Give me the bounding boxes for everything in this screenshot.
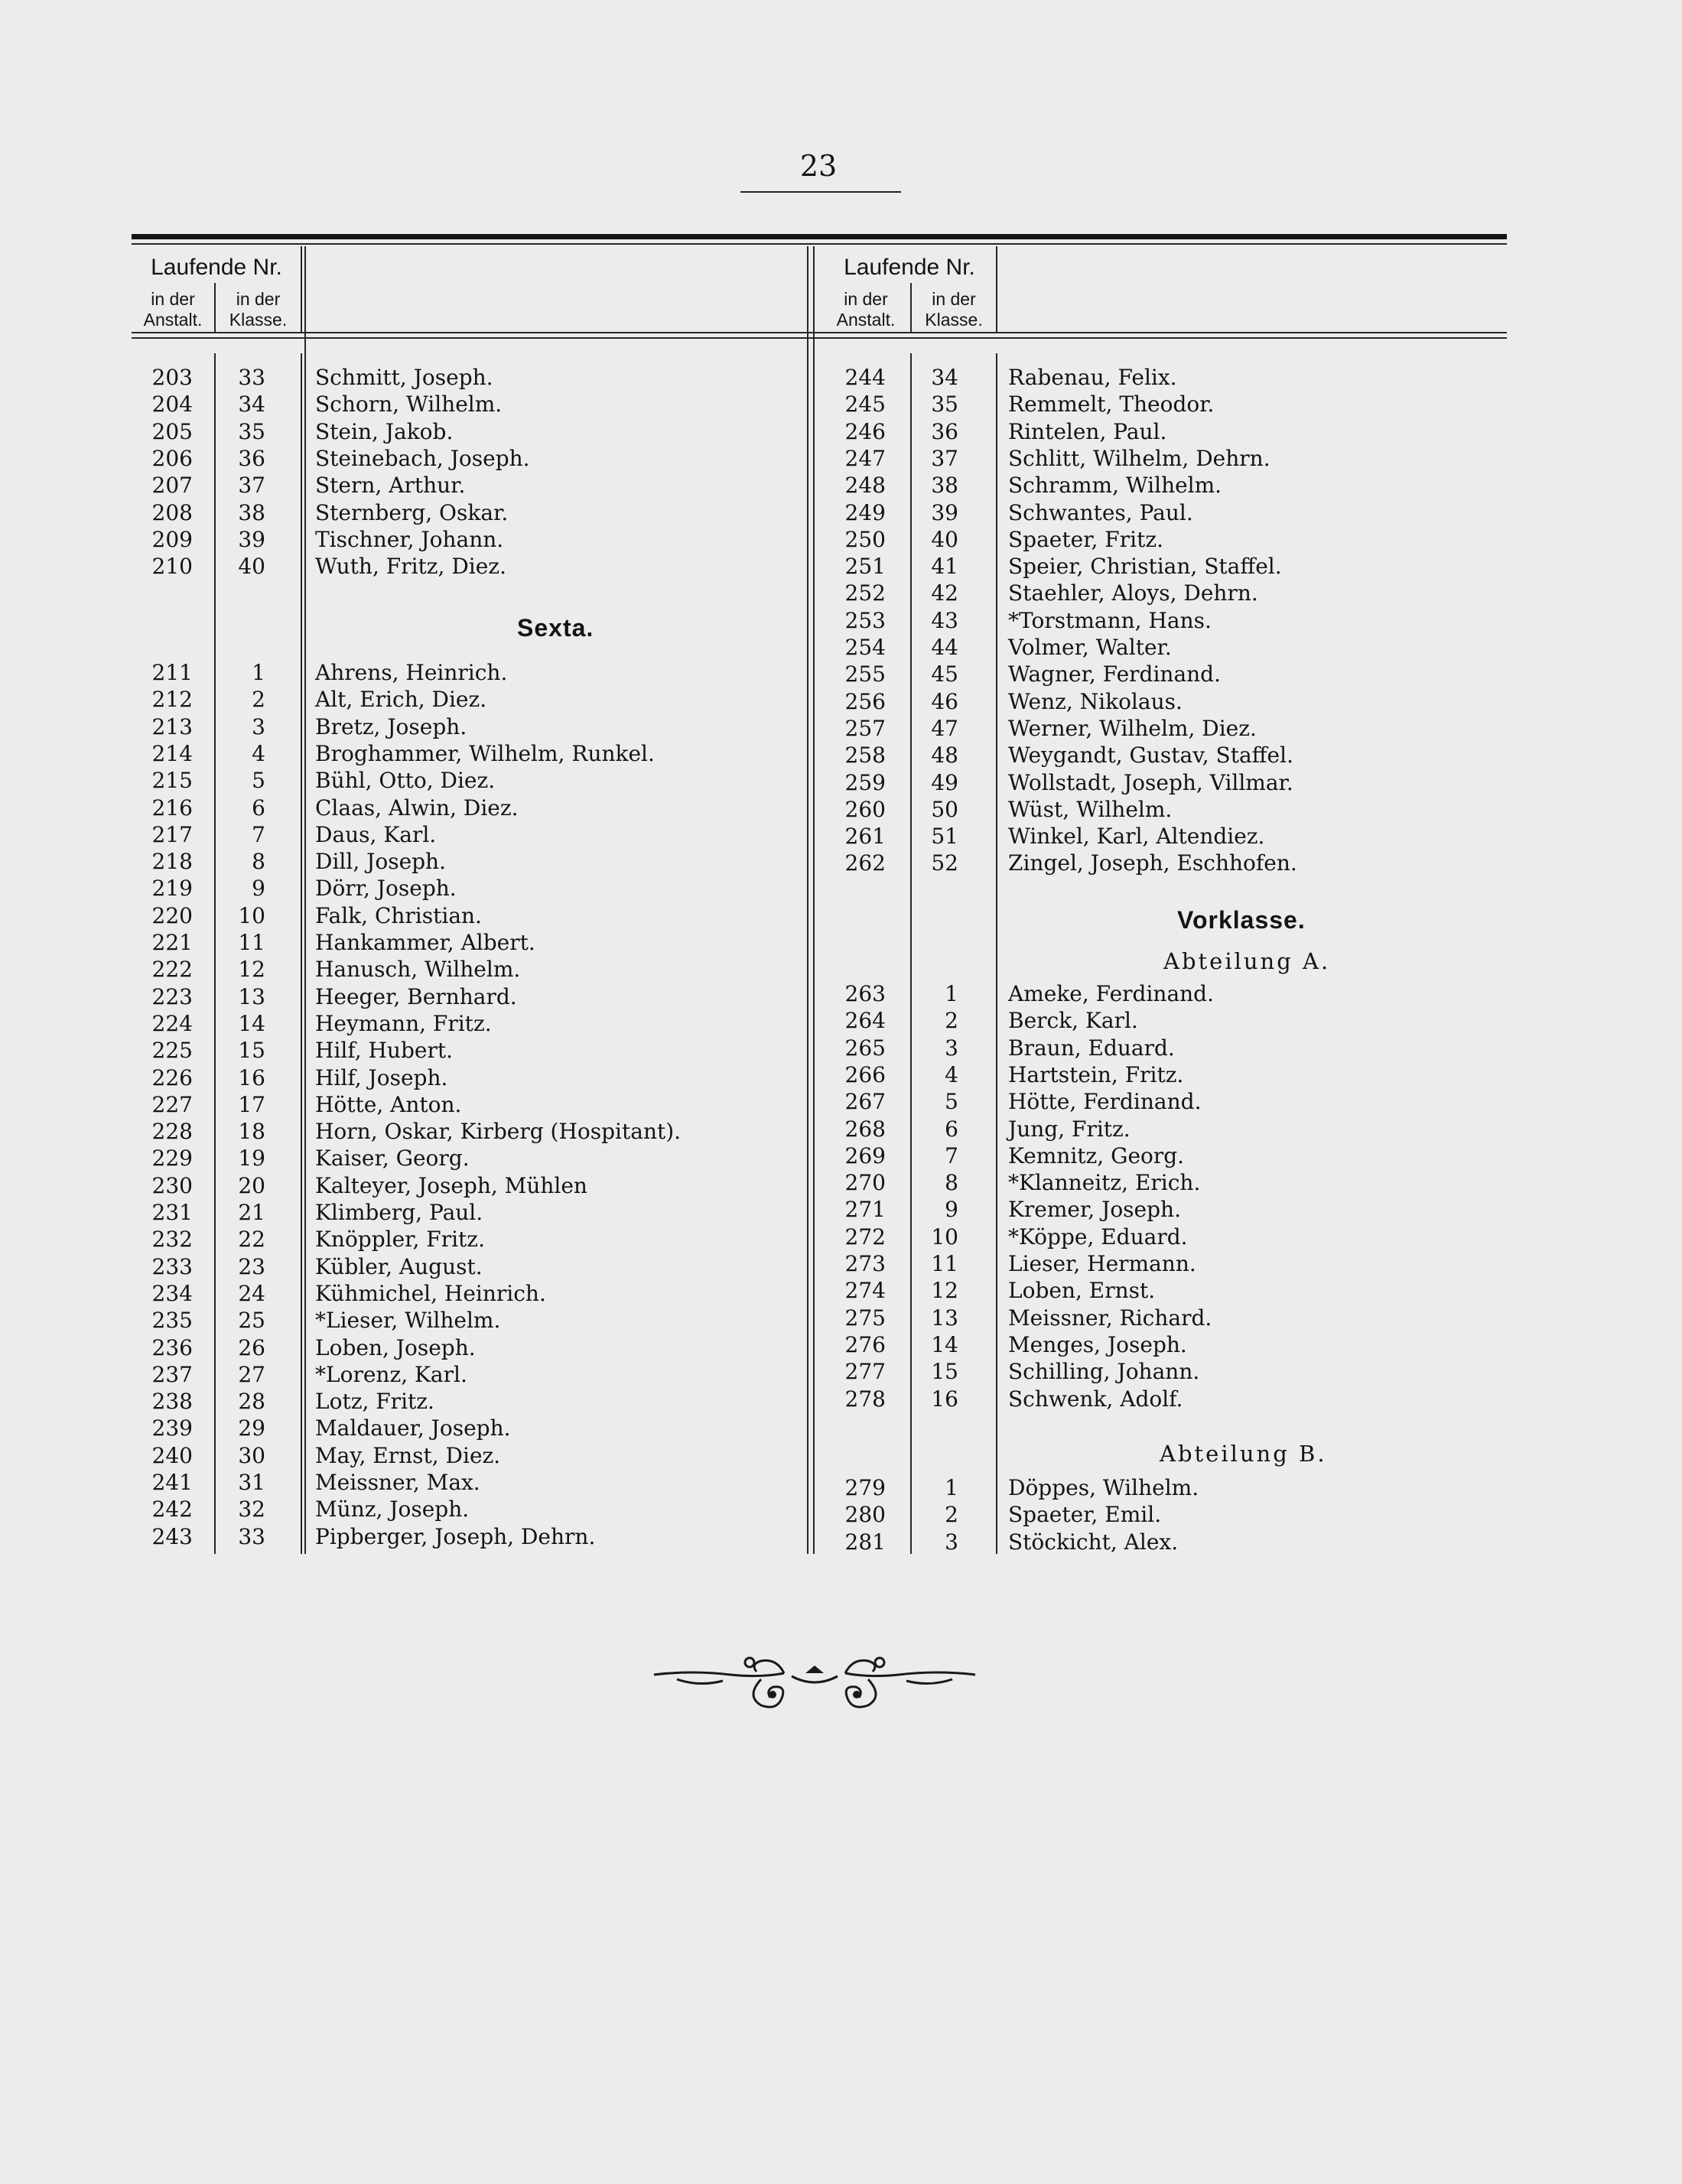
anstalt-number: 222 <box>151 957 193 983</box>
student-name: Hilf, Hubert. <box>315 1038 453 1064</box>
klasse-number: 12 <box>931 1278 958 1304</box>
student-name: *Torstmann, Hans. <box>1008 607 1212 633</box>
anstalt-number: 241 <box>151 1470 193 1495</box>
anstalt-number: 279 <box>844 1475 886 1500</box>
klasse-number: 46 <box>931 688 958 714</box>
klasse-number: 41 <box>931 554 958 580</box>
klasse-number: 13 <box>931 1305 958 1331</box>
anstalt-number: 268 <box>844 1116 886 1142</box>
anstalt-number: 230 <box>151 1172 193 1198</box>
student-name: Dill, Joseph. <box>315 849 446 875</box>
klasse-number: 6 <box>252 795 265 821</box>
anstalt-number: 281 <box>844 1529 886 1555</box>
anstalt-number: 210 <box>151 554 193 580</box>
klasse-number: 11 <box>238 930 265 955</box>
anstalt-number: 253 <box>844 607 886 633</box>
anstalt-number: 217 <box>151 821 193 847</box>
klasse-number: 22 <box>238 1227 265 1253</box>
anstalt-number: 272 <box>844 1224 886 1250</box>
student-name: Schorn, Wilhelm. <box>315 392 503 418</box>
anstalt-number: 277 <box>844 1359 886 1385</box>
klasse-number: 36 <box>931 418 958 444</box>
student-name: Braun, Eduard. <box>1008 1035 1175 1061</box>
klasse-number: 10 <box>238 902 265 928</box>
anstalt-number: 208 <box>151 499 193 525</box>
klasse-number: 2 <box>945 1502 958 1528</box>
student-name: Hartstein, Fritz. <box>1008 1061 1184 1087</box>
anstalt-number: 257 <box>844 715 886 741</box>
klasse-number: 8 <box>252 849 265 875</box>
anstalt-number: 240 <box>151 1442 193 1468</box>
klasse-number: 16 <box>238 1064 265 1090</box>
anstalt-number: 280 <box>844 1502 886 1528</box>
anstalt-number: 266 <box>844 1061 886 1087</box>
klasse-number: 37 <box>931 445 958 471</box>
anstalt-number: 204 <box>151 392 193 418</box>
student-name: Wollstadt, Joseph, Villmar. <box>1008 769 1293 795</box>
anstalt-number: 228 <box>151 1119 193 1145</box>
student-name: Zingel, Joseph, Eschhofen. <box>1008 850 1297 876</box>
student-name: Volmer, Walter. <box>1008 635 1172 660</box>
student-name: *Köppe, Eduard. <box>1008 1224 1188 1250</box>
klasse-number: 30 <box>238 1442 265 1468</box>
anstalt-number: 276 <box>844 1331 886 1357</box>
anstalt-number: 223 <box>151 983 193 1009</box>
anstalt-number: 248 <box>844 473 886 499</box>
anstalt-number: 216 <box>151 795 193 821</box>
anstalt-number: 274 <box>844 1278 886 1304</box>
anstalt-number: 218 <box>151 849 193 875</box>
student-name: Winkel, Karl, Altendiez. <box>1008 824 1265 850</box>
klasse-number: 39 <box>931 499 958 525</box>
anstalt-number: 251 <box>844 554 886 580</box>
student-name: Remmelt, Theodor. <box>1008 392 1215 418</box>
student-name: Hötte, Anton. <box>315 1091 462 1117</box>
anstalt-number: 263 <box>844 981 886 1006</box>
student-name: Werner, Wilhelm, Diez. <box>1008 715 1257 741</box>
anstalt-number: 278 <box>844 1386 886 1412</box>
subsection-abteilung-a: Abteilung A. <box>1163 948 1331 974</box>
anstalt-number: 227 <box>151 1091 193 1117</box>
header-rule-1 <box>132 332 1507 333</box>
anstalt-number: 259 <box>844 769 886 795</box>
student-name: Schwantes, Paul. <box>1008 499 1193 525</box>
student-name: Lieser, Hermann. <box>1008 1251 1196 1276</box>
student-name: Münz, Joseph. <box>315 1497 470 1523</box>
header-klasse-line2: Klasse. <box>229 310 288 330</box>
klasse-number: 14 <box>931 1331 958 1357</box>
student-name: Hanusch, Wilhelm. <box>315 957 521 983</box>
klasse-number: 35 <box>238 418 265 444</box>
anstalt-number: 234 <box>151 1280 193 1306</box>
student-name: Horn, Oskar, Kirberg (Hospitant). <box>315 1119 682 1145</box>
anstalt-number: 207 <box>151 473 193 499</box>
anstalt-number: 214 <box>151 740 193 766</box>
anstalt-number: 239 <box>151 1415 193 1441</box>
anstalt-number: 213 <box>151 713 193 739</box>
klasse-number: 1 <box>945 981 958 1006</box>
klasse-number: 52 <box>931 850 958 876</box>
klasse-number: 17 <box>238 1091 265 1117</box>
klasse-number: 5 <box>945 1089 958 1115</box>
klasse-number: 29 <box>238 1415 265 1441</box>
student-name: Schlitt, Wilhelm, Dehrn. <box>1008 445 1270 471</box>
anstalt-number: 220 <box>151 902 193 928</box>
anstalt-number: 225 <box>151 1038 193 1064</box>
klasse-number: 40 <box>238 554 265 580</box>
student-name: *Lieser, Wilhelm. <box>315 1308 501 1334</box>
anstalt-number: 273 <box>844 1251 886 1276</box>
student-name: Rabenau, Felix. <box>1008 365 1177 390</box>
anstalt-number: 258 <box>844 743 886 769</box>
student-name: Ameke, Ferdinand. <box>1008 981 1214 1006</box>
klasse-number: 3 <box>945 1035 958 1061</box>
center-divider-2 <box>813 246 815 1554</box>
klasse-number: 38 <box>931 473 958 499</box>
klasse-number: 43 <box>931 607 958 633</box>
student-name: Dörr, Joseph. <box>315 876 457 902</box>
anstalt-number: 221 <box>151 930 193 955</box>
student-name: Knöppler, Fritz. <box>315 1227 485 1253</box>
header-rule-2 <box>132 337 1507 339</box>
student-name: Meissner, Max. <box>315 1470 480 1495</box>
klasse-number: 6 <box>945 1116 958 1142</box>
table-top-rule <box>132 234 1507 239</box>
anstalt-number: 256 <box>844 688 886 714</box>
klasse-number: 23 <box>238 1253 265 1279</box>
klasse-number: 25 <box>238 1308 265 1334</box>
klasse-number: 3 <box>252 713 265 739</box>
klasse-number: 31 <box>238 1470 265 1495</box>
anstalt-number: 209 <box>151 526 193 552</box>
student-name: Menges, Joseph. <box>1008 1331 1187 1357</box>
anstalt-number: 252 <box>844 580 886 606</box>
klasse-number: 35 <box>931 392 958 418</box>
anstalt-number: 269 <box>844 1142 886 1168</box>
student-name: Alt, Erich, Diez. <box>315 687 487 713</box>
klasse-number: 33 <box>238 1523 265 1549</box>
header-anstalt-line1: in der <box>844 289 888 309</box>
anstalt-number: 260 <box>844 796 886 822</box>
student-name: Staehler, Aloys, Dehrn. <box>1008 580 1258 606</box>
student-name: *Klanneitz, Erich. <box>1008 1170 1201 1196</box>
left-header-klasse <box>216 289 301 330</box>
anstalt-number: 255 <box>844 661 886 687</box>
klasse-number: 4 <box>945 1061 958 1087</box>
klasse-number: 51 <box>931 824 958 850</box>
klasse-number: 48 <box>931 743 958 769</box>
student-name: Broghammer, Wilhelm, Runkel. <box>315 740 655 766</box>
klasse-number: 12 <box>238 957 265 983</box>
anstalt-number: 212 <box>151 687 193 713</box>
anstalt-number: 219 <box>151 876 193 902</box>
student-name: Kalteyer, Joseph, Mühlen <box>315 1172 587 1198</box>
student-name: Maldauer, Joseph. <box>315 1415 511 1441</box>
right-header-klasse <box>912 289 996 330</box>
student-name: Sternberg, Oskar. <box>315 499 509 525</box>
student-name: *Lorenz, Karl. <box>315 1361 467 1387</box>
student-name: Kübler, August. <box>315 1253 483 1279</box>
student-name: Berck, Karl. <box>1008 1008 1138 1034</box>
klasse-number: 20 <box>238 1172 265 1198</box>
anstalt-number: 233 <box>151 1253 193 1279</box>
klasse-number: 9 <box>252 876 265 902</box>
anstalt-number: 229 <box>151 1146 193 1172</box>
klasse-number: 3 <box>945 1529 958 1555</box>
klasse-number: 47 <box>931 715 958 741</box>
student-name: Loben, Joseph. <box>315 1334 476 1360</box>
student-name: Weygandt, Gustav, Staffel. <box>1008 743 1293 769</box>
klasse-number: 36 <box>238 445 265 471</box>
anstalt-number: 203 <box>151 365 193 390</box>
student-name: Speier, Christian, Staffel. <box>1008 554 1282 580</box>
anstalt-number: 250 <box>844 526 886 552</box>
klasse-number: 2 <box>252 687 265 713</box>
student-name: Lotz, Fritz. <box>315 1389 434 1415</box>
anstalt-number: 270 <box>844 1170 886 1196</box>
klasse-number: 1 <box>945 1475 958 1500</box>
klasse-number: 50 <box>931 796 958 822</box>
anstalt-number: 211 <box>151 660 193 685</box>
klasse-number: 4 <box>252 740 265 766</box>
klasse-number: 38 <box>238 499 265 525</box>
student-name: Pipberger, Joseph, Dehrn. <box>315 1523 596 1549</box>
klasse-number: 44 <box>931 635 958 660</box>
student-name: Loben, Ernst. <box>1008 1278 1156 1304</box>
klasse-number: 2 <box>945 1008 958 1034</box>
subsection-abteilung-b: Abteilung B. <box>1160 1441 1327 1467</box>
anstalt-number: 243 <box>151 1523 193 1549</box>
student-name: Kemnitz, Georg. <box>1008 1142 1185 1168</box>
klasse-number: 45 <box>931 661 958 687</box>
table-top-rule-thin <box>132 243 1507 245</box>
klasse-number: 27 <box>238 1361 265 1387</box>
ornament-flourish <box>646 1643 983 1711</box>
klasse-number: 8 <box>945 1170 958 1196</box>
anstalt-number: 244 <box>844 365 886 390</box>
anstalt-number: 205 <box>151 418 193 444</box>
klasse-number: 10 <box>931 1224 958 1250</box>
student-name: Ahrens, Heinrich. <box>315 660 508 685</box>
klasse-number: 39 <box>238 526 265 552</box>
anstalt-number: 236 <box>151 1334 193 1360</box>
student-name: Kremer, Joseph. <box>1008 1197 1181 1223</box>
student-name: Falk, Christian. <box>315 902 482 928</box>
klasse-number: 14 <box>238 1010 265 1036</box>
student-name: Hilf, Joseph. <box>315 1064 448 1090</box>
klasse-number: 32 <box>238 1497 265 1523</box>
klasse-number: 18 <box>238 1119 265 1145</box>
student-name: Klimberg, Paul. <box>315 1200 483 1225</box>
student-name: May, Ernst, Diez. <box>315 1442 501 1468</box>
klasse-number: 42 <box>931 580 958 606</box>
student-name: Wüst, Wilhelm. <box>1008 796 1173 822</box>
klasse-number: 1 <box>252 660 265 685</box>
klasse-number: 28 <box>238 1389 265 1415</box>
anstalt-number: 231 <box>151 1200 193 1225</box>
klasse-number: 7 <box>945 1142 958 1168</box>
header-anstalt-line1: in der <box>151 289 195 309</box>
anstalt-number: 254 <box>844 635 886 660</box>
anstalt-number: 249 <box>844 499 886 525</box>
section-vorklasse: Vorklasse. <box>1177 906 1306 934</box>
student-name: Döppes, Wilhelm. <box>1008 1475 1199 1500</box>
header-klasse-line1: in der <box>236 289 281 309</box>
left-header-anstalt <box>132 289 214 330</box>
klasse-number: 11 <box>931 1251 958 1276</box>
student-name: Heymann, Fritz. <box>315 1010 492 1036</box>
student-name: Spaeter, Fritz. <box>1008 526 1163 552</box>
klasse-number: 24 <box>238 1280 265 1306</box>
anstalt-number: 235 <box>151 1308 193 1334</box>
left-divider-klasse-2 <box>304 246 306 1554</box>
student-name: Heeger, Bernhard. <box>315 983 517 1009</box>
student-name: Schmitt, Joseph. <box>315 365 493 390</box>
student-name: Schramm, Wilhelm. <box>1008 473 1222 499</box>
klasse-number: 19 <box>238 1146 265 1172</box>
student-name: Wagner, Ferdinand. <box>1008 661 1221 687</box>
anstalt-number: 238 <box>151 1389 193 1415</box>
klasse-number: 34 <box>931 365 958 390</box>
student-name: Stöckicht, Alex. <box>1008 1529 1179 1555</box>
student-name: Kühmichel, Heinrich. <box>315 1280 546 1306</box>
klasse-number: 40 <box>931 526 958 552</box>
anstalt-number: 246 <box>844 418 886 444</box>
student-name: Hötte, Ferdinand. <box>1008 1089 1202 1115</box>
student-name: Kaiser, Georg. <box>315 1146 470 1172</box>
klasse-number: 15 <box>931 1359 958 1385</box>
student-name: Jung, Fritz. <box>1008 1116 1131 1142</box>
right-header-anstalt <box>823 289 909 330</box>
anstalt-number: 237 <box>151 1361 193 1387</box>
header-klasse-line1: in der <box>932 289 976 309</box>
student-name: Wuth, Fritz, Diez. <box>315 554 506 580</box>
page-number: 23 <box>799 149 838 183</box>
left-header-laufende: Laufende Nr. <box>151 255 282 280</box>
klasse-number: 21 <box>238 1200 265 1225</box>
student-name: Claas, Alwin, Diez. <box>315 795 519 821</box>
student-name: Schwenk, Adolf. <box>1008 1386 1183 1412</box>
klasse-number: 49 <box>931 769 958 795</box>
anstalt-number: 275 <box>844 1305 886 1331</box>
left-divider-klasse-body <box>301 353 302 1554</box>
header-anstalt-line2: Anstalt. <box>143 310 203 330</box>
anstalt-number: 261 <box>844 824 886 850</box>
anstalt-number: 265 <box>844 1035 886 1061</box>
klasse-number: 16 <box>931 1386 958 1412</box>
student-name: Tischner, Johann. <box>315 526 504 552</box>
center-divider <box>807 246 808 1554</box>
anstalt-number: 264 <box>844 1008 886 1034</box>
anstalt-number: 245 <box>844 392 886 418</box>
student-name: Meissner, Richard. <box>1008 1305 1212 1331</box>
anstalt-number: 271 <box>844 1197 886 1223</box>
student-name: Stern, Arthur. <box>315 473 466 499</box>
klasse-number: 34 <box>238 392 265 418</box>
anstalt-number: 206 <box>151 445 193 471</box>
header-klasse-line2: Klasse. <box>925 310 983 330</box>
student-name: Bretz, Joseph. <box>315 713 467 739</box>
right-header-laufende: Laufende Nr. <box>844 255 975 280</box>
klasse-number: 33 <box>238 365 265 390</box>
klasse-number: 26 <box>238 1334 265 1360</box>
student-name: Stein, Jakob. <box>315 418 454 444</box>
student-name: Wenz, Nikolaus. <box>1008 688 1183 714</box>
student-name: Steinebach, Joseph. <box>315 445 530 471</box>
student-name: Hankammer, Albert. <box>315 930 535 955</box>
klasse-number: 15 <box>238 1038 265 1064</box>
anstalt-number: 242 <box>151 1497 193 1523</box>
klasse-number: 5 <box>252 768 265 794</box>
student-name: Schilling, Johann. <box>1008 1359 1200 1385</box>
anstalt-number: 262 <box>844 850 886 876</box>
right-divider-klasse-body <box>996 353 997 1554</box>
klasse-number: 9 <box>945 1197 958 1223</box>
anstalt-number: 232 <box>151 1227 193 1253</box>
klasse-number: 7 <box>252 821 265 847</box>
klasse-number: 37 <box>238 473 265 499</box>
student-name: Rintelen, Paul. <box>1008 418 1167 444</box>
page-number-rule <box>740 191 901 193</box>
anstalt-number: 267 <box>844 1089 886 1115</box>
student-name: Bühl, Otto, Diez. <box>315 768 496 794</box>
header-anstalt-line2: Anstalt. <box>836 310 896 330</box>
section-sexta: Sexta. <box>517 614 594 642</box>
klasse-number: 13 <box>238 983 265 1009</box>
anstalt-number: 247 <box>844 445 886 471</box>
anstalt-number: 226 <box>151 1064 193 1090</box>
student-name: Daus, Karl. <box>315 821 437 847</box>
student-name: Spaeter, Emil. <box>1008 1502 1162 1528</box>
anstalt-number: 224 <box>151 1010 193 1036</box>
anstalt-number: 215 <box>151 768 193 794</box>
